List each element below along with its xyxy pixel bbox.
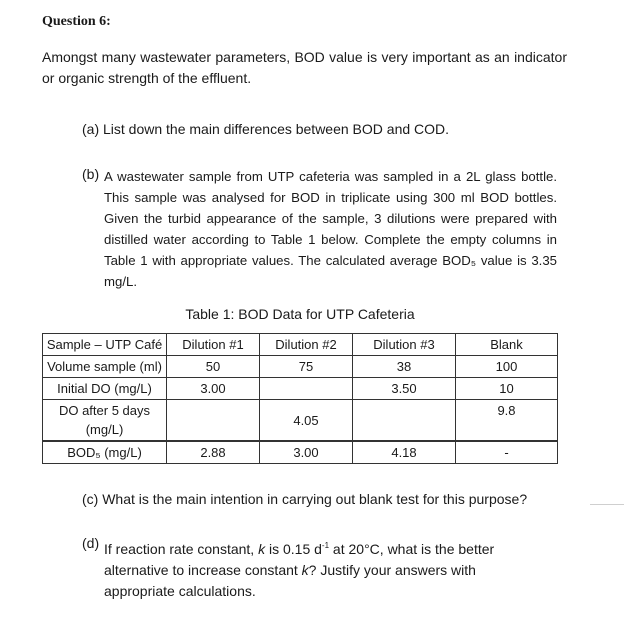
table-cell: 9.8	[456, 400, 558, 442]
part-d-rate: is 0.15 d	[265, 541, 322, 557]
part-d-end: ? Justify your answers with appropriate calculations.	[104, 562, 476, 599]
table-row	[43, 441, 558, 464]
row-label: DO after 5 days (mg/L)	[43, 400, 167, 442]
table-cell: 38	[353, 356, 456, 378]
table-row	[43, 400, 558, 442]
bod-data-table	[42, 333, 558, 464]
part-d-text-start: If reaction rate constant,	[104, 541, 259, 557]
question-title: Question 6:	[42, 14, 111, 29]
table-cell	[353, 400, 456, 442]
table-cell: 10	[456, 378, 558, 400]
table-cell: 3.00	[167, 378, 260, 400]
table-cell: 50	[167, 356, 260, 378]
part-a-text: (a) List down the main differences between BOD and COD.	[82, 121, 450, 137]
table-cell: 3.50	[353, 378, 456, 400]
part-d-text	[104, 535, 544, 602]
k-variable-2: k	[301, 562, 309, 578]
table-header-cell: Dilution #3	[353, 334, 456, 356]
table-header-cell: Dilution #2	[260, 334, 353, 356]
divider	[590, 504, 624, 505]
table-header-cell: Sample – UTP Café	[43, 334, 167, 356]
part-d-label: (d)	[82, 535, 100, 551]
table-row	[43, 378, 558, 400]
table-cell: 2.88	[167, 441, 260, 464]
table-cell: -	[456, 441, 558, 464]
table-row	[43, 356, 558, 378]
table-cell: 4.18	[353, 441, 456, 464]
table-caption: Table 1: BOD Data for UTP Cafeteria	[185, 306, 415, 322]
part-b-label: (b)	[82, 166, 100, 182]
table-cell: 100	[456, 356, 558, 378]
table-cell: 4.05	[260, 400, 353, 442]
table-cell: 75	[260, 356, 353, 378]
part-c-text: (c) What is the main intention in carrying out blank test for this purpose?	[82, 491, 528, 507]
table-header-cell: Blank	[456, 334, 558, 356]
question-intro: Amongst many wastewater parameters, BOD value is very important as an indicator or organic strength of the effluent.	[42, 49, 567, 86]
table-header-row	[43, 334, 558, 356]
superscript: -1	[321, 541, 330, 550]
k-variable: k	[258, 541, 266, 557]
part-b-text: A wastewater sample from UTP cafeteria was sampled in a 2L glass bottle. This sample was analysed for BOD in triplicate using 300 ml BOD bottles. Given the turbid appearance of the sample, 3 dilutions were prepared with distilled water according to Table 1 below. Complete the empty columns in Table 1 with appropriate values. The calculated average BOD₅ value is 3.35 mg/L.	[104, 169, 557, 289]
table-cell: 3.00	[260, 441, 353, 464]
table-cell	[167, 400, 260, 442]
part-d-middle: at 20°C, what is the better alternative to increase constant	[104, 541, 495, 578]
row-label: Volume sample (ml)	[43, 356, 167, 378]
row-label: BOD₅ (mg/L)	[43, 441, 167, 464]
table-cell	[260, 378, 353, 400]
table-header-cell: Dilution #1	[167, 334, 260, 356]
row-label: Initial DO (mg/L)	[43, 378, 167, 400]
